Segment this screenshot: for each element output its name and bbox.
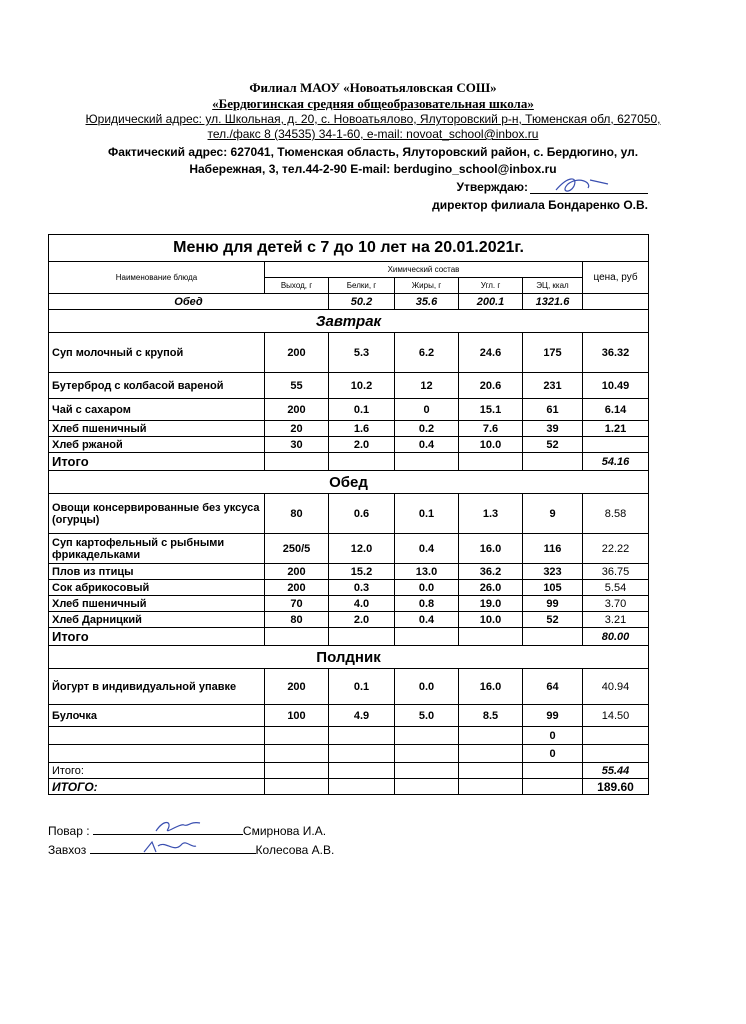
- col-header-protein: Белки, г: [329, 278, 395, 294]
- director-signature-image: [548, 172, 618, 196]
- dish-fat: [395, 745, 459, 763]
- dish-price: [583, 727, 649, 745]
- dish-price: 22.22: [583, 534, 649, 564]
- dish-name: Плов из птицы: [49, 564, 265, 580]
- dish-carb: [459, 745, 523, 763]
- dish-price: 3.70: [583, 596, 649, 612]
- summary-fat: 35.6: [395, 294, 459, 310]
- dish-fat: 0.8: [395, 596, 459, 612]
- dish-energy: 231: [523, 373, 583, 399]
- dish-yield: 200: [265, 669, 329, 705]
- dish-name: Суп картофельный с рыбными фрикадельками: [49, 534, 265, 564]
- dish-protein: 4.9: [329, 705, 395, 727]
- dish-fat: 0.4: [395, 534, 459, 564]
- dish-carb: 10.0: [459, 612, 523, 628]
- dish-energy: 0: [523, 727, 583, 745]
- dish-protein: 2.0: [329, 612, 395, 628]
- dish-yield: 250/5: [265, 534, 329, 564]
- dish-name: Хлеб пшеничный: [49, 596, 265, 612]
- lunch-total-row: [49, 628, 649, 646]
- col-header-chem: Химический состав: [265, 262, 583, 278]
- dish-fat: 0.2: [395, 421, 459, 437]
- breakfast-total: 54.16: [583, 453, 649, 471]
- dish-protein: 15.2: [329, 564, 395, 580]
- dish-yield: 200: [265, 333, 329, 373]
- dish-energy: 105: [523, 580, 583, 596]
- dish-price: 10.49: [583, 373, 649, 399]
- dish-name: Овощи консервированные без уксуса (огурцы): [49, 494, 265, 534]
- col-header-energy: ЭЦ, ккал: [523, 278, 583, 294]
- dish-carb: 1.3: [459, 494, 523, 534]
- dish-yield: 200: [265, 399, 329, 421]
- dish-energy: 52: [523, 437, 583, 453]
- dish-fat: 12: [395, 373, 459, 399]
- dish-energy: 9: [523, 494, 583, 534]
- dish-protein: 5.3: [329, 333, 395, 373]
- table-row: [49, 494, 649, 534]
- dish-name: Хлеб ржаной: [49, 437, 265, 453]
- dish-price: 40.94: [583, 669, 649, 705]
- dish-fat: 0.4: [395, 437, 459, 453]
- dish-fat: 5.0: [395, 705, 459, 727]
- dish-energy: 0: [523, 745, 583, 763]
- summary-row: [49, 294, 649, 310]
- table-row: [49, 580, 649, 596]
- dish-protein: 0.6: [329, 494, 395, 534]
- grand-total-label: ИТОГО:: [49, 779, 265, 795]
- dish-fat: 13.0: [395, 564, 459, 580]
- dish-price: 36.75: [583, 564, 649, 580]
- breakfast-total-label: Итого: [49, 453, 265, 471]
- dish-price: 36.32: [583, 333, 649, 373]
- table-row: [49, 421, 649, 437]
- dish-price: 6.14: [583, 399, 649, 421]
- section-snack: Полдник: [49, 646, 649, 669]
- table-row: [49, 596, 649, 612]
- dish-protein: 10.2: [329, 373, 395, 399]
- dish-carb: [459, 727, 523, 745]
- dish-price: 3.21: [583, 612, 649, 628]
- manager-name: Колесова А.В.: [255, 843, 335, 857]
- dish-name: Чай с сахаром: [49, 399, 265, 421]
- dish-fat: 0: [395, 399, 459, 421]
- dish-yield: 20: [265, 421, 329, 437]
- table-row: [49, 612, 649, 628]
- dish-yield: 30: [265, 437, 329, 453]
- dish-energy: 61: [523, 399, 583, 421]
- dish-name: Сок абрикосовый: [49, 580, 265, 596]
- col-header-carb: Угл. г: [459, 278, 523, 294]
- dish-fat: 6.2: [395, 333, 459, 373]
- dish-energy: 39: [523, 421, 583, 437]
- dish-yield: 100: [265, 705, 329, 727]
- dish-price: 5.54: [583, 580, 649, 596]
- lunch-total: 80.00: [583, 628, 649, 646]
- snack-total: 55.44: [583, 763, 649, 779]
- dish-yield: 200: [265, 580, 329, 596]
- col-header-name: Наименование блюда: [49, 262, 265, 294]
- table-row: [49, 373, 649, 399]
- legal-address-line1: Юридический адрес: ул. Школьная, д. 20, с. Новоатьялово, Ялуторовский р-н, Тюменская обл, 627050,: [85, 112, 661, 126]
- cook-signature-image: [150, 815, 210, 837]
- fact-address-line2: Набережная, 3, тел.44-2-90 E-mail: berdugino_school@inbox.ru: [189, 162, 557, 176]
- dish-name: Хлеб пшеничный: [49, 421, 265, 437]
- summary-protein: 50.2: [329, 294, 395, 310]
- dish-yield: [265, 745, 329, 763]
- dish-name: [49, 727, 265, 745]
- dish-yield: 55: [265, 373, 329, 399]
- dish-carb: 19.0: [459, 596, 523, 612]
- dish-yield: 200: [265, 564, 329, 580]
- breakfast-total-row: [49, 453, 649, 471]
- section-breakfast: Завтрак: [49, 310, 649, 333]
- table-row: [49, 669, 649, 705]
- dish-price: [583, 437, 649, 453]
- dish-yield: [265, 727, 329, 745]
- dish-protein: 0.1: [329, 399, 395, 421]
- lunch-total-label: Итого: [49, 628, 265, 646]
- fact-address-line1: Фактический адрес: 627041, Тюменская область, Ялуторовский район, с. Бердюгино, ул.: [107, 145, 639, 159]
- dish-energy: 175: [523, 333, 583, 373]
- table-row: [49, 745, 649, 763]
- dish-protein: 0.1: [329, 669, 395, 705]
- menu-title: Меню для детей с 7 до 10 лет на 20.01.2021г.: [49, 235, 649, 262]
- dish-carb: 20.6: [459, 373, 523, 399]
- dish-name: Бутерброд с колбасой вареной: [49, 373, 265, 399]
- dish-energy: 99: [523, 596, 583, 612]
- dish-carb: 15.1: [459, 399, 523, 421]
- table-row: [49, 705, 649, 727]
- table-row: [49, 437, 649, 453]
- dish-name: Йогурт в индивидуальной упавке: [49, 669, 265, 705]
- summary-price: [583, 294, 649, 310]
- org-name-line1: Филиал МАОУ «Новоатьяловская СОШ»: [249, 80, 497, 95]
- dish-carb: 16.0: [459, 534, 523, 564]
- dish-name: Хлеб Дарницкий: [49, 612, 265, 628]
- dish-name: Булочка: [49, 705, 265, 727]
- dish-fat: 0.1: [395, 494, 459, 534]
- dish-name: [49, 745, 265, 763]
- summary-energy: 1321.6: [523, 294, 583, 310]
- summary-name: Обед: [49, 294, 329, 310]
- dish-protein: 0.3: [329, 580, 395, 596]
- dish-protein: 12.0: [329, 534, 395, 564]
- cook-name: Смирнова И.А.: [242, 824, 327, 838]
- legal-address-line2: тел./факс 8 (34535) 34-1-60, e-mail: novoat_school@inbox.ru: [207, 127, 539, 141]
- dish-energy: 323: [523, 564, 583, 580]
- summary-carb: 200.1: [459, 294, 523, 310]
- director-name: директор филиала Бондаренко О.В.: [432, 198, 648, 212]
- cook-label: Повар :: [48, 824, 90, 838]
- col-header-fat: Жиры, г: [395, 278, 459, 294]
- dish-carb: 16.0: [459, 669, 523, 705]
- dish-protein: 2.0: [329, 437, 395, 453]
- dish-protein: [329, 727, 395, 745]
- dish-price: [583, 745, 649, 763]
- dish-protein: 1.6: [329, 421, 395, 437]
- dish-carb: 24.6: [459, 333, 523, 373]
- dish-fat: 0.4: [395, 612, 459, 628]
- dish-yield: 70: [265, 596, 329, 612]
- snack-total-label: Итого:: [49, 763, 265, 779]
- dish-fat: 0.0: [395, 580, 459, 596]
- dish-energy: 116: [523, 534, 583, 564]
- table-row: [49, 399, 649, 421]
- org-name-line2: «Бердюгинская средняя общеобразовательная школа»: [212, 96, 534, 111]
- dish-price: 1.21: [583, 421, 649, 437]
- dish-carb: 36.2: [459, 564, 523, 580]
- dish-price: 8.58: [583, 494, 649, 534]
- manager-signature-image: [140, 836, 200, 858]
- snack-total-row: [49, 763, 649, 779]
- approve-label: Утверждаю:: [456, 180, 528, 194]
- dish-fat: [395, 727, 459, 745]
- dish-carb: 7.6: [459, 421, 523, 437]
- dish-price: 14.50: [583, 705, 649, 727]
- table-row: [49, 727, 649, 745]
- col-header-yield: Выход, г: [265, 278, 329, 294]
- dish-fat: 0.0: [395, 669, 459, 705]
- dish-yield: 80: [265, 612, 329, 628]
- dish-carb: 8.5: [459, 705, 523, 727]
- table-row: [49, 534, 649, 564]
- manager-label: Завхоз: [48, 843, 87, 857]
- col-header-price: цена, руб: [583, 262, 649, 294]
- table-row: [49, 564, 649, 580]
- grand-total: 189.60: [583, 779, 649, 795]
- section-lunch: Обед: [49, 471, 649, 494]
- dish-energy: 64: [523, 669, 583, 705]
- dish-carb: 10.0: [459, 437, 523, 453]
- table-row: [49, 333, 649, 373]
- dish-name: Суп молочный с крупой: [49, 333, 265, 373]
- grand-total-row: [49, 779, 649, 795]
- menu-table: [48, 234, 649, 795]
- dish-protein: [329, 745, 395, 763]
- dish-protein: 4.0: [329, 596, 395, 612]
- dish-energy: 99: [523, 705, 583, 727]
- dish-energy: 52: [523, 612, 583, 628]
- dish-carb: 26.0: [459, 580, 523, 596]
- dish-yield: 80: [265, 494, 329, 534]
